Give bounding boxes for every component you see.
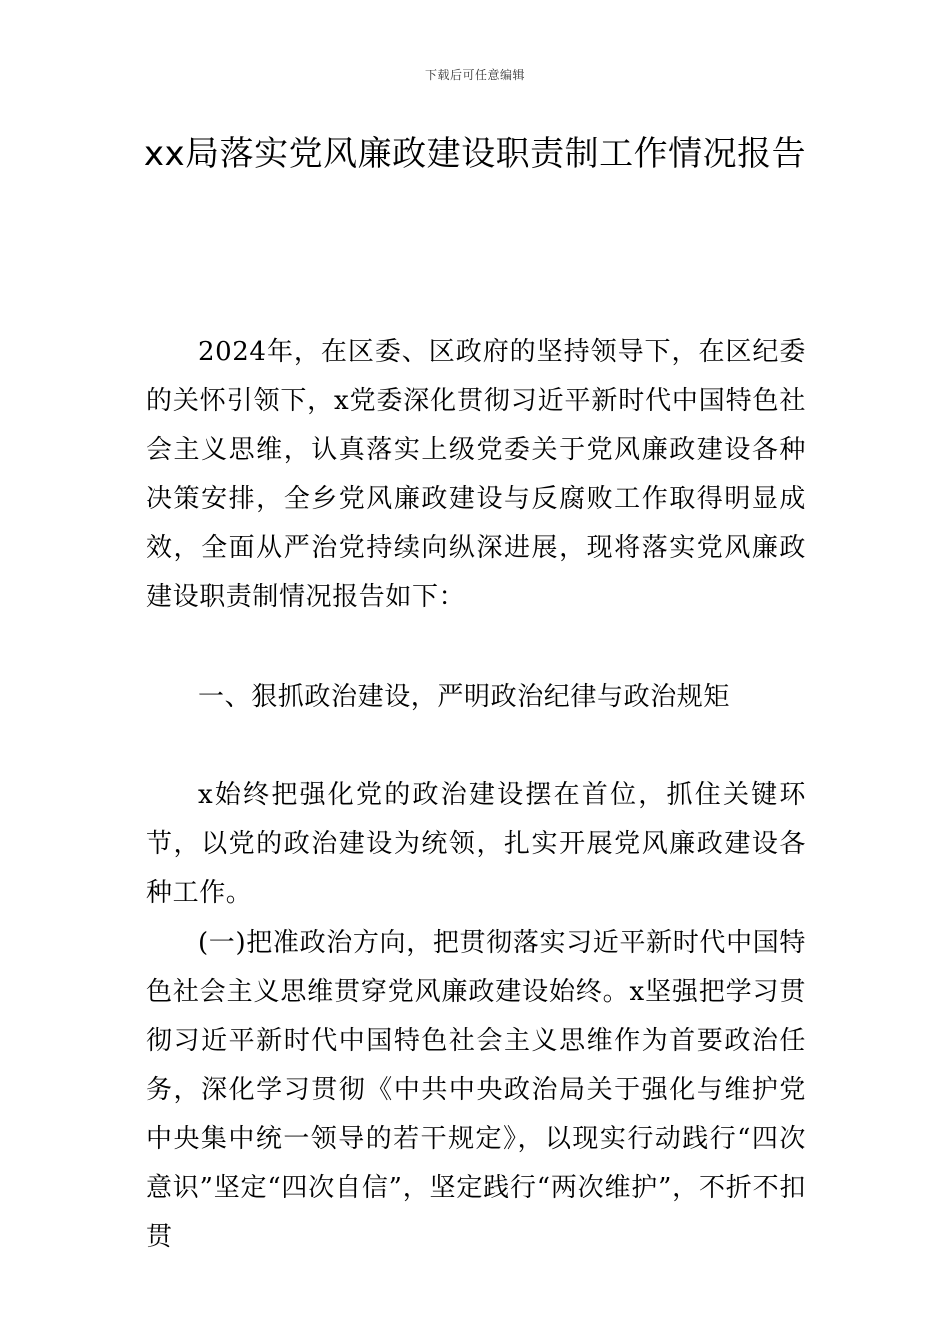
section-heading: 一、狠抓政治建设，严明政治纪律与政治规矩 (198, 682, 731, 712)
subsection-paragraph: (一)把准政治方向，把贯彻落实习近平新时代中国特色社会主义思维贯穿党风廉政建设始终。x坚强把学习贯彻习近平新时代中国特色社会主义思维作为首要政治任务，深化学习贯彻《中共中央政治局关于强化与维护党中央集中统一领导的若干规定》，以现实行动践行“四次意识”坚定“四次自信”，坚定践行“两次维护”，不折不扣贯 (146, 928, 806, 1252)
document-title: xx局落实党风廉政建设职责制工作情况报告 (143, 134, 807, 174)
intro-paragraph: 2024年，在区委、区政府的坚持领导下，在区纪委的关怀引领下，x党委深化贯彻习近平新时代中国特色社会主义思维，认真落实上级党委关于党风廉政建设各种决策安排，全乡党风廉政建设与反腐败工作取得明显成效，全面从严治党持续向纵深进展，现将落实党风廉政建设职责制情况报告如下： (146, 337, 806, 612)
section-paragraph: x始终把强化党的政治建设摆在首位，抓住关键环节，以党的政治建设为统领，扎实开展党风廉政建设各种工作。 (146, 780, 806, 908)
page-header-note: 下载后可任意编辑 (424, 68, 525, 82)
